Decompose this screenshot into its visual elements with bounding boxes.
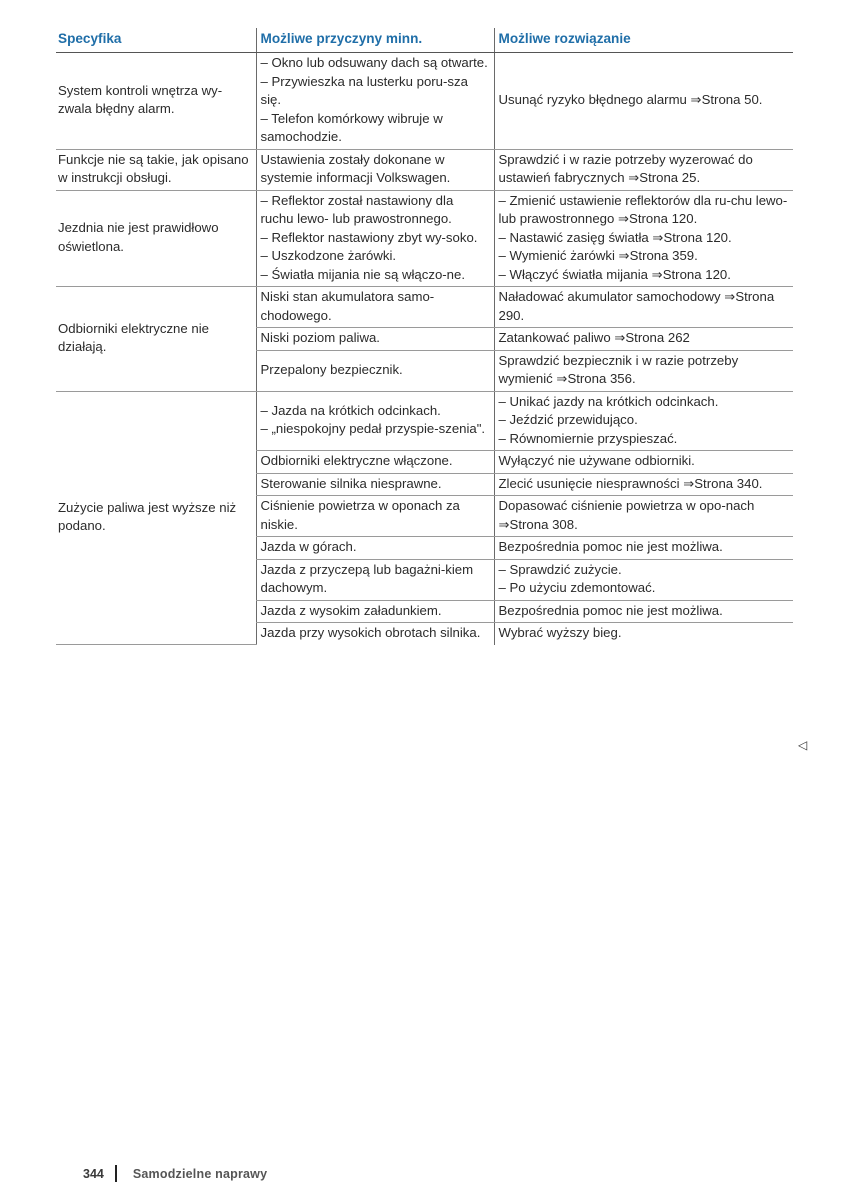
cause-cell bbox=[256, 537, 494, 560]
solution-cell bbox=[494, 53, 793, 150]
cause-cell bbox=[256, 623, 494, 645]
table-row bbox=[56, 391, 793, 451]
cause-item: Niski poziom paliwa. bbox=[260, 330, 380, 345]
solution-item: Sprawdzić bezpiecznik i w razie potrzeby wymienić ⇒Strona 356. bbox=[498, 352, 739, 386]
cause-cell bbox=[256, 559, 494, 600]
cause-item: – Jazda na krótkich odcinkach. bbox=[260, 402, 441, 418]
cause-item: – Reflektor został nastawiony dla ruchu lewo- lub prawostronnego. bbox=[260, 192, 454, 226]
solution-cell bbox=[494, 350, 793, 391]
cause-item: – Światła mijania nie są włączo-ne. bbox=[260, 266, 466, 282]
solution-cell bbox=[494, 287, 793, 328]
cause-cell bbox=[256, 190, 494, 287]
solution-item: Bezpośrednia pomoc nie jest możliwa. bbox=[498, 539, 723, 554]
cause-item: – „niespokojny pedał przyspie-szenia". bbox=[260, 421, 486, 437]
cause-item: Odbiorniki elektryczne włączone. bbox=[260, 453, 453, 468]
solution-cell bbox=[494, 451, 793, 474]
solution-item: – Po użyciu zdemontować. bbox=[498, 580, 656, 595]
solution-cell bbox=[494, 623, 793, 645]
cause-item: Jazda z przyczepą lub bagażni-kiem dachowym. bbox=[260, 561, 474, 595]
cause-cell bbox=[256, 391, 494, 451]
solution-item: – Włączyć światła mijania ⇒Strona 120. bbox=[498, 266, 731, 282]
solution-item: – Nastawić zasięg światła ⇒Strona 120. bbox=[498, 229, 732, 245]
footer-divider bbox=[115, 1165, 117, 1182]
solution-item: Usunąć ryzyko błędnego alarmu ⇒Strona 50. bbox=[498, 92, 763, 107]
cause-cell bbox=[256, 473, 494, 496]
table-row bbox=[56, 190, 793, 287]
cause-item: – Reflektor nastawiony zbyt wy-soko. bbox=[260, 229, 478, 245]
solution-item: Bezpośrednia pomoc nie jest możliwa. bbox=[498, 602, 723, 618]
symptom-cell: Odbiorniki elektryczne nie działają. bbox=[56, 287, 256, 392]
solution-cell bbox=[494, 391, 793, 451]
page-footer bbox=[83, 1165, 267, 1182]
solution-item: – Sprawdzić zużycie. bbox=[498, 561, 622, 577]
solution-item: Naładować akumulator samochodowy ⇒Strona 290. bbox=[498, 289, 775, 323]
cause-item: Niski stan akumulatora samo-chodowego. bbox=[260, 289, 435, 323]
cause-item: – Okno lub odsuwany dach są otwarte. bbox=[260, 55, 488, 70]
cause-cell bbox=[256, 149, 494, 190]
solution-item: – Zmienić ustawienie reflektorów dla ru-chu lewo- lub prawostronnego ⇒Strona 120. bbox=[498, 192, 788, 226]
cause-item: Jazda przy wysokich obrotach silnika. bbox=[260, 625, 481, 640]
cause-item: Jazda w górach. bbox=[260, 539, 357, 554]
solution-item: – Unikać jazdy na krótkich odcinkach. bbox=[498, 393, 719, 409]
cause-cell bbox=[256, 287, 494, 328]
solution-item: – Równomiernie przyspieszać. bbox=[498, 430, 678, 446]
cause-item: – Przywieszka na lusterku poru-sza się. bbox=[260, 73, 468, 107]
cause-cell bbox=[256, 350, 494, 391]
table-row bbox=[56, 53, 793, 150]
table-row bbox=[56, 149, 793, 190]
chapter-title: Samodzielne naprawy bbox=[132, 1166, 268, 1181]
cause-cell bbox=[256, 53, 494, 150]
cause-item: Jazda z wysokim załadunkiem. bbox=[260, 602, 442, 618]
solution-item: Wyłączyć nie używane odbiorniki. bbox=[498, 453, 695, 468]
solution-item: Zatankować paliwo ⇒Strona 262 bbox=[498, 330, 690, 345]
solution-cell bbox=[494, 559, 793, 600]
solution-item: Sprawdzić i w razie potrzeby wyzerować do ustawień fabrycznych ⇒Strona 25. bbox=[498, 151, 753, 185]
cause-cell bbox=[256, 328, 494, 351]
cause-item: – Uszkodzone żarówki. bbox=[260, 248, 397, 263]
symptom-cell: Funkcje nie są takie, jak opisano w instrukcji obsługi. bbox=[56, 149, 256, 190]
solution-item: Wybrać wyższy bieg. bbox=[498, 625, 622, 640]
solution-cell bbox=[494, 600, 793, 623]
cause-item: Ustawienia zostały dokonane w systemie informacji Volkswagen. bbox=[260, 151, 451, 185]
solution-cell bbox=[494, 328, 793, 351]
troubleshooting-table bbox=[56, 28, 793, 645]
cause-cell bbox=[256, 600, 494, 623]
solution-item: – Wymienić żarówki ⇒Strona 359. bbox=[498, 248, 698, 263]
solution-cell bbox=[494, 537, 793, 560]
symptom-cell: Jezdnia nie jest prawidłowo oświetlona. bbox=[56, 190, 256, 287]
table-row bbox=[56, 287, 793, 328]
header-cause: Możliwe przyczyny minn. bbox=[256, 28, 494, 53]
symptom-cell: Zużycie paliwa jest wyższe niż podano. bbox=[56, 391, 256, 645]
solution-cell bbox=[494, 149, 793, 190]
cause-item: Sterowanie silnika niesprawne. bbox=[260, 475, 442, 491]
header-symptom: Specyfika bbox=[56, 28, 256, 53]
solution-item: Dopasować ciśnienie powietrza w opo-nach ⇒Strona 308. bbox=[498, 498, 755, 532]
cause-item: Ciśnienie powietrza w oponach za niskie. bbox=[260, 498, 460, 532]
cause-item: – Telefon komórkowy wibruje w samochodzie. bbox=[260, 110, 443, 144]
solution-cell bbox=[494, 473, 793, 496]
solution-cell bbox=[494, 190, 793, 287]
symptom-cell: System kontroli wnętrza wy-zwala błędny alarm. bbox=[56, 53, 256, 150]
solution-cell bbox=[494, 496, 793, 537]
header-solution: Możliwe rozwiązanie bbox=[494, 28, 793, 53]
cause-cell bbox=[256, 451, 494, 474]
solution-item: Zlecić usunięcie niesprawności ⇒Strona 340. bbox=[498, 475, 763, 491]
solution-item: – Jeździć przewidująco. bbox=[498, 412, 638, 427]
cause-item: Przepalony bezpiecznik. bbox=[260, 361, 403, 377]
table-header-row bbox=[56, 28, 793, 53]
section-end-marker-icon: ◁ bbox=[798, 738, 808, 752]
cause-cell bbox=[256, 496, 494, 537]
page-number: 344 bbox=[83, 1166, 104, 1181]
